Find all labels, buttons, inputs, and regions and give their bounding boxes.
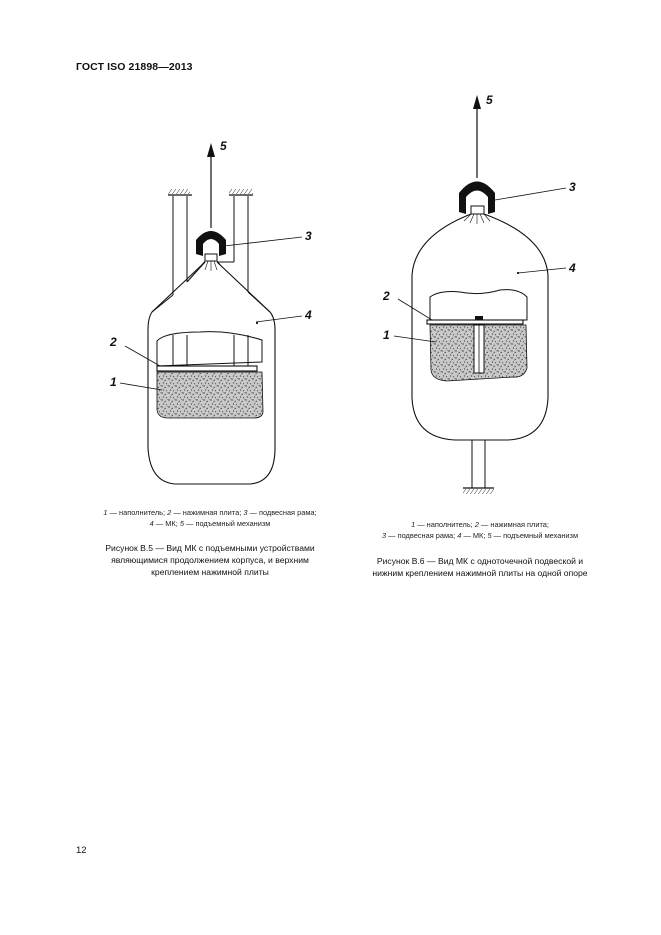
figure-b5-caption (70, 542, 350, 578)
b5-label-5: 5 (220, 139, 227, 153)
page-number: 12 (76, 845, 87, 856)
b6-legend-line-1: 1 — наполнитель; 2 — нажимная плита; (411, 520, 549, 529)
b5-caption-line-2: являющимися продолжением корпуса, и верхним (111, 555, 309, 565)
b6-support-post (474, 325, 484, 373)
figure-b5-legend (70, 507, 350, 529)
b5-filler (157, 372, 263, 418)
b6-lifting-arrow (473, 95, 481, 178)
b5-caption-line-1: Рисунок В.5 — Вид МК с подъемными устройствами (105, 543, 315, 553)
b6-bottom-support (463, 440, 494, 488)
b5-lifting-arrow (207, 143, 215, 228)
figure-b6-legend (345, 519, 615, 541)
b6-inner-cutout (430, 290, 527, 320)
b6-pressure-plate (427, 320, 523, 324)
b5-frame-rods (173, 335, 248, 366)
b5-legend-line-1: 1 — наполнитель; 2 — нажимная плита; 3 — подвесная рама; (103, 508, 317, 517)
figure-b6-caption (345, 555, 615, 579)
b5-label-2: 2 (110, 335, 117, 349)
b5-pressure-plate (157, 366, 257, 371)
b6-label-2: 2 (383, 289, 390, 303)
b6-legend-line-2: 3 — подвесная рама; 4 — МК; 5 — подъемный механизм (381, 531, 579, 540)
document-header: ГОСТ ISO 21898—2013 (76, 61, 193, 73)
b5-hook (196, 231, 226, 271)
b6-label-1: 1 (383, 328, 390, 342)
b6-label-3: 3 (569, 180, 576, 194)
b5-legend-line-2: 4 — МК; 5 — подъемный механизм (149, 519, 271, 528)
b5-label-1: 1 (110, 375, 117, 389)
b6-label-4: 4 (569, 261, 576, 275)
b6-hook (459, 182, 495, 225)
b6-caption-line-2: нижним креплением нажимной плиты на одной опоре (372, 568, 588, 578)
b5-label-4: 4 (305, 308, 312, 322)
b5-caption-line-3: креплением нажимной плиты (151, 567, 269, 577)
b6-caption-line-1: Рисунок В.6 — Вид МК с одноточечной подвеской и (376, 556, 584, 566)
b6-label-5: 5 (486, 93, 493, 107)
b5-label-3: 3 (305, 229, 312, 243)
